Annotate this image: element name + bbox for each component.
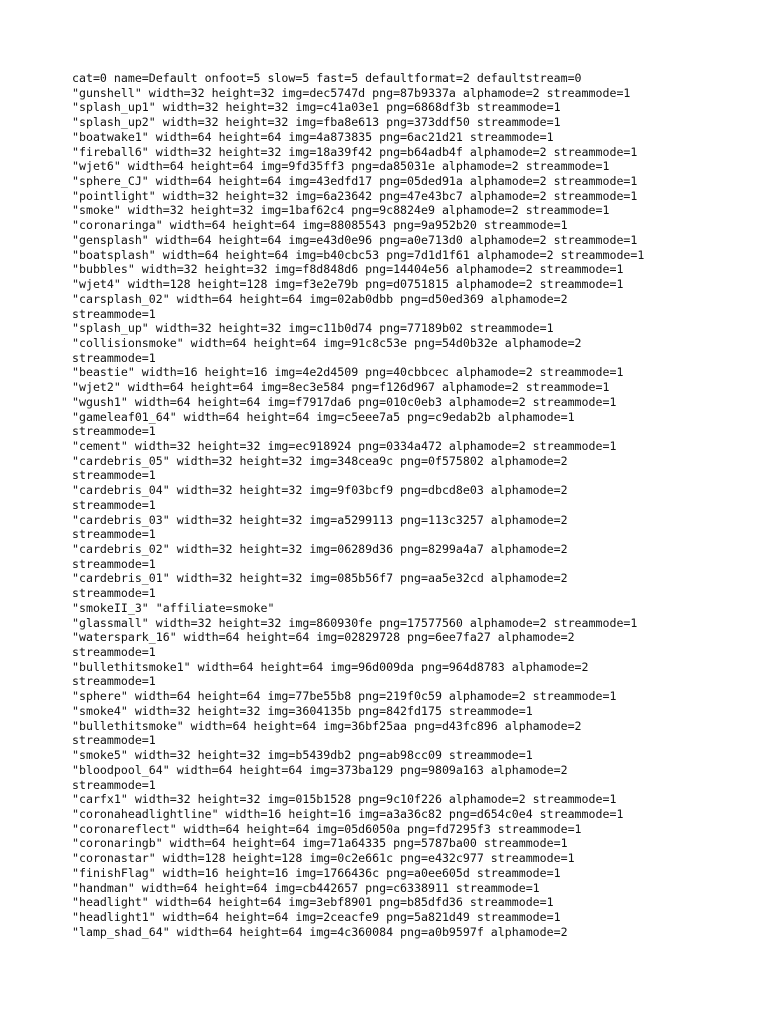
text-line: "coronastar" width=128 height=128 img=0c2e661c png=e432c977 streammode=1 — [72, 851, 575, 866]
text-line: "gensplash" width=64 height=64 img=e43d0e96 png=a0e713d0 alphamode=2 streammode=1 — [72, 232, 638, 247]
text-line: "collisionsmoke" width=64 height=64 img=91c8c53e png=54d0b32e alphamode=2 — [72, 335, 582, 350]
text-line: "cement" width=32 height=32 img=ec918924 png=0334a472 alphamode=2 streammode=1 — [72, 438, 617, 453]
text-line: "cardebris_04" width=32 height=32 img=9f03bcf9 png=dbcd8e03 alphamode=2 — [72, 483, 568, 498]
text-line: "sphere" width=64 height=64 img=77be55b8 png=219f0c59 alphamode=2 streammode=1 — [72, 689, 617, 704]
text-line: streammode=1 — [72, 733, 156, 748]
text-line: cat=0 name=Default onfoot=5 slow=5 fast=5 defaultformat=2 defaultstream=0 — [72, 71, 582, 85]
text-line: "waterspark_16" width=64 height=64 img=02829728 png=6ee7fa27 alphamode=2 — [72, 630, 575, 645]
text-line: "coronaheadlightline" width=16 height=16 img=a3a36c82 png=d654c0e4 streammode=1 — [72, 806, 624, 821]
text-line: "carfx1" width=32 height=32 img=015b1528 png=9c10f226 alphamode=2 streammode=1 — [72, 792, 617, 807]
text-line: "smoke5" width=32 height=32 img=b5439db2 png=ab98cc09 streammode=1 — [72, 748, 533, 763]
text-line: "cardebris_03" width=32 height=32 img=a5299113 png=113c3257 alphamode=2 — [72, 512, 568, 527]
text-line: "fireball6" width=32 height=32 img=18a39f42 png=b64adb4f alphamode=2 streammode=1 — [72, 144, 638, 159]
document-page — [72, 71, 712, 939]
text-line: "glassmall" width=32 height=32 img=860930fe png=17577560 alphamode=2 streammode=1 — [72, 615, 638, 630]
text-line: "splash_up1" width=32 height=32 img=c41a03e1 png=6868df3b streammode=1 — [72, 100, 561, 115]
text-line: streammode=1 — [72, 645, 156, 660]
text-line: "lamp_shad_64" width=64 height=64 img=4c360084 png=a0b9597f alphamode=2 — [72, 924, 568, 939]
text-line: "finishFlag" width=16 height=16 img=1766436c png=a0ee605d streammode=1 — [72, 865, 561, 880]
text-line: streammode=1 — [72, 777, 156, 792]
text-line: "bullethitsmoke" width=64 height=64 img=36bf25aa png=d43fc896 alphamode=2 — [72, 718, 582, 733]
text-line: "smoke4" width=32 height=32 img=3604135b png=842fd175 streammode=1 — [72, 703, 533, 718]
text-line: "boatwake1" width=64 height=64 img=4a873835 png=6ac21d21 streammode=1 — [72, 129, 554, 144]
text-line: "cardebris_01" width=32 height=32 img=085b56f7 png=aa5e32cd alphamode=2 — [72, 571, 568, 586]
text-line: "wjet6" width=64 height=64 img=9fd35ff3 png=da85031e alphamode=2 streammode=1 — [72, 159, 610, 174]
text-line: "pointlight" width=32 height=32 img=6a23642 png=47e43bc7 alphamode=2 streammode=1 — [72, 188, 638, 203]
text-line: "bubbles" width=32 height=32 img=f8d848d6 png=14404e56 alphamode=2 streammode=1 — [72, 262, 624, 277]
text-line: "coronaringa" width=64 height=64 img=88085543 png=9a952b20 streammode=1 — [72, 218, 568, 233]
text-line: "carsplash_02" width=64 height=64 img=02ab0dbb png=d50ed369 alphamode=2 — [72, 291, 568, 306]
text-line: streammode=1 — [72, 674, 156, 689]
text-line: "handman" width=64 height=64 img=cb442657 png=c6338911 streammode=1 — [72, 880, 540, 895]
text-line: "smokeII_3" "affiliate=smoke" — [72, 600, 275, 615]
text-line: "bloodpool_64" width=64 height=64 img=373ba129 png=9809a163 alphamode=2 — [72, 762, 568, 777]
text-line: "beastie" width=16 height=16 img=4e2d4509 png=40cbbcec alphamode=2 streammode=1 — [72, 365, 624, 380]
text-line: "coronaringb" width=64 height=64 img=71a64335 png=5787ba00 streammode=1 — [72, 836, 568, 851]
text-line: "cardebris_02" width=32 height=32 img=06289d36 png=8299a4a7 alphamode=2 — [72, 542, 568, 556]
text-line: streammode=1 — [72, 556, 156, 571]
text-line: "boatsplash" width=64 height=64 img=b40cbc53 png=7d1d1f61 alphamode=2 streammode=1 — [72, 247, 645, 262]
text-line: streammode=1 — [72, 350, 156, 365]
text-line: "coronareflect" width=64 height=64 img=05d6050a png=fd7295f3 streammode=1 — [72, 821, 582, 836]
text-line: streammode=1 — [72, 468, 156, 483]
text-line: "bullethitsmoke1" width=64 height=64 img=96d009da png=964d8783 alphamode=2 — [72, 659, 589, 674]
text-line: "cardebris_05" width=32 height=32 img=348cea9c png=0f575802 alphamode=2 — [72, 453, 568, 468]
text-line: "wjet2" width=64 height=64 img=8ec3e584 png=f126d967 alphamode=2 streammode=1 — [72, 380, 610, 395]
text-line: streammode=1 — [72, 586, 156, 601]
text-line: "sphere_CJ" width=64 height=64 img=43edfd17 png=05ded91a alphamode=2 streammode=1 — [72, 174, 638, 189]
text-line: streammode=1 — [72, 306, 156, 321]
text-line: "smoke" width=32 height=32 img=1baf62c4 png=9c8824e9 alphamode=2 streammode=1 — [72, 203, 610, 218]
text-line: "headlight" width=64 height=64 img=3ebf8901 png=b85dfd36 streammode=1 — [72, 895, 554, 910]
text-line: "splash_up2" width=32 height=32 img=fba8e613 png=373ddf50 streammode=1 — [72, 115, 561, 130]
text-line: "wgush1" width=64 height=64 img=f7917da6 png=010c0eb3 alphamode=2 streammode=1 — [72, 394, 617, 409]
text-line: streammode=1 — [72, 497, 156, 512]
text-line: streammode=1 — [72, 527, 156, 542]
text-line: "gunshell" width=32 height=32 img=dec5747d png=87b9337a alphamode=2 streammode=1 — [72, 85, 631, 100]
text-line: streammode=1 — [72, 424, 156, 439]
text-line: "wjet4" width=128 height=128 img=f3e2e79b png=d0751815 alphamode=2 streammode=1 — [72, 277, 624, 292]
text-line: "splash_up" width=32 height=32 img=c11b0d74 png=77189b02 streammode=1 — [72, 321, 554, 336]
text-line: "gameleaf01_64" width=64 height=64 img=c5eee7a5 png=c9edab2b alphamode=1 — [72, 409, 575, 424]
text-line: "headlight1" width=64 height=64 img=2ceacfe9 png=5a821d49 streammode=1 — [72, 909, 561, 924]
